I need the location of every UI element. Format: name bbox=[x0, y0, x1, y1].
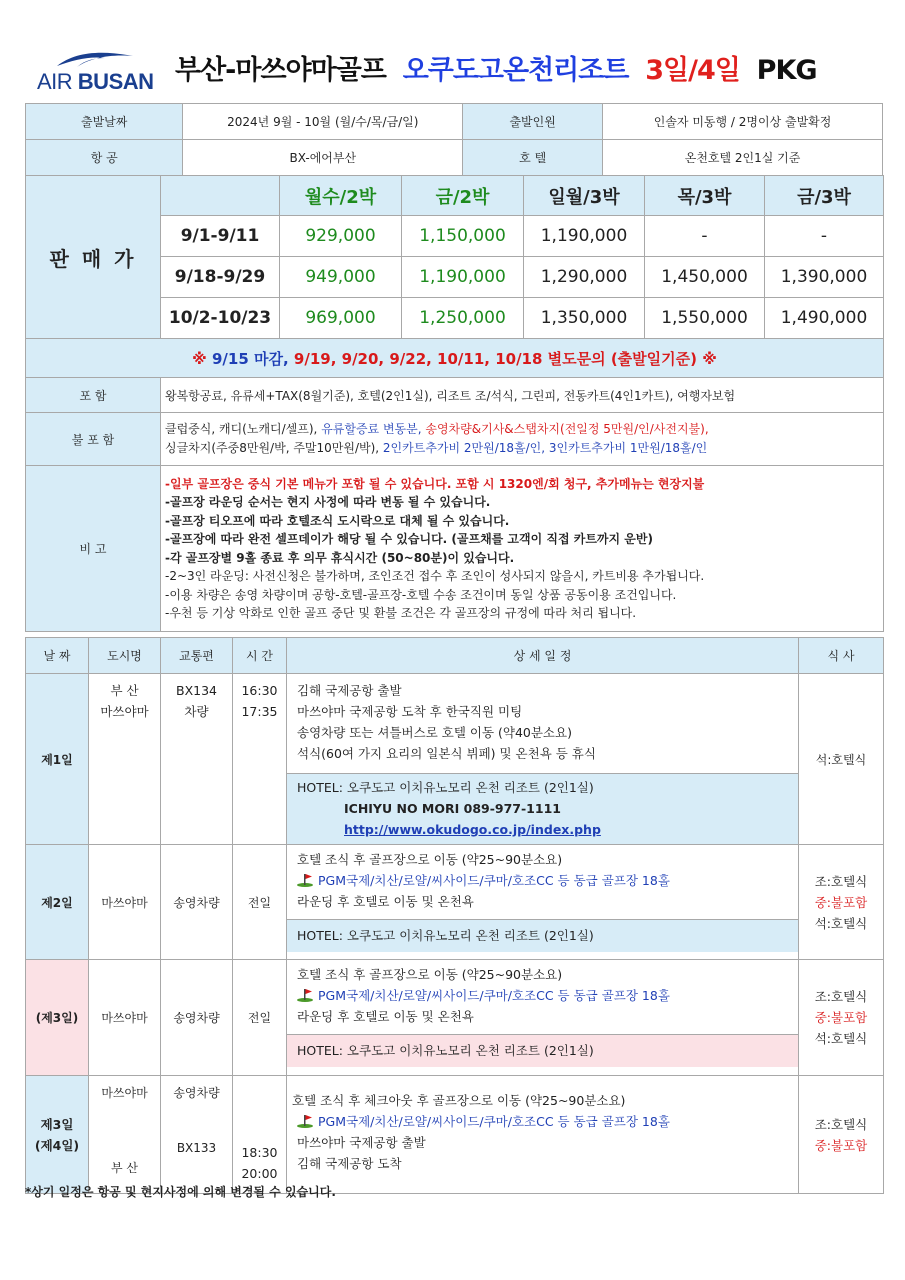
exclude-line1b: 유류할증료 변동분, bbox=[321, 422, 426, 436]
people-label: 출발인원 bbox=[463, 104, 603, 140]
day1-label: 제1일 bbox=[26, 674, 89, 845]
price-cell: 1,450,000 bbox=[645, 257, 765, 298]
day3-line1: 호텔 조식 후 골프장으로 이동 (약25~90분소요) bbox=[297, 967, 563, 982]
day1-transport bbox=[161, 674, 233, 845]
price-cell: 929,000 bbox=[280, 216, 402, 257]
sched-header-time: 시 간 bbox=[233, 638, 287, 674]
day4-time2: 20:00 bbox=[241, 1166, 278, 1181]
day1-line: 마쓰야마 국제공항 도착 후 한국직원 미팅 bbox=[297, 704, 523, 719]
day3-hotel-box bbox=[287, 1034, 798, 1067]
remark-3: -골프장 티오프에 따라 호텔조식 도시락으로 대체 될 수 있습니다. bbox=[165, 513, 510, 528]
price-notice bbox=[26, 339, 884, 378]
day3-time: 전일 bbox=[233, 960, 287, 1076]
exclude-label: 불 포 함 bbox=[26, 413, 161, 466]
day1-detail bbox=[287, 674, 799, 845]
day4-time1: 18:30 bbox=[241, 1145, 278, 1160]
sched-header-detail: 상 세 일 정 bbox=[287, 638, 799, 674]
title-route: 부산-마쓰야마골프 bbox=[175, 55, 386, 86]
price-cell: 969,000 bbox=[280, 298, 402, 339]
day4-label2: (제4일) bbox=[34, 1137, 80, 1153]
exclude-line2b: 2인카트추가비 2만원/18홀/인, 3인카트추가비 1만원/18홀/인 bbox=[382, 441, 708, 455]
day3-meal1: 조:호텔식 bbox=[814, 989, 868, 1004]
day4-meal2: 중:불포함 bbox=[814, 1137, 868, 1153]
day4-transport bbox=[161, 1076, 233, 1194]
footer-note: *상기 일정은 항공 및 현지사정에 의해 변경될 수 있습니다. bbox=[25, 1185, 336, 1199]
title-duration: 3일/4일 bbox=[645, 55, 740, 86]
schedule-row-day4 bbox=[26, 1076, 884, 1194]
price-cell: - bbox=[765, 216, 884, 257]
price-cell: 1,350,000 bbox=[524, 298, 645, 339]
sched-header-meal: 식 사 bbox=[799, 638, 884, 674]
day1-trans2: 차량 bbox=[184, 704, 209, 719]
air-busan-logo bbox=[37, 50, 165, 94]
day2-line3: 라운딩 후 호텔로 이동 및 온천욕 bbox=[297, 894, 474, 909]
remark-2: -골프장 라운딩 순서는 현지 사정에 따라 변동 될 수 있습니다. bbox=[165, 495, 491, 509]
day3-meal2: 중:불포함 bbox=[814, 1010, 868, 1025]
golf-flag-icon bbox=[297, 988, 314, 1002]
price-period: 9/1-9/11 bbox=[161, 216, 280, 257]
day3-golf-line bbox=[297, 985, 794, 1006]
day3-meal bbox=[799, 960, 884, 1076]
day4-line3: 마쓰야마 국제공항 출발 bbox=[297, 1135, 426, 1150]
golf-flag-icon bbox=[297, 1114, 314, 1128]
day3-meal3: 석:호텔식 bbox=[814, 1031, 868, 1046]
price-header-empty bbox=[161, 176, 280, 216]
price-cell: 1,290,000 bbox=[524, 257, 645, 298]
price-cell: 1,150,000 bbox=[402, 216, 524, 257]
day1-line: 송영차량 또는 셔틀버스로 호텔 이동 (약40분소요) bbox=[297, 725, 572, 740]
info-table bbox=[25, 103, 883, 176]
day4-trans2: BX133 bbox=[176, 1141, 217, 1155]
day2-label: 제2일 bbox=[26, 845, 89, 960]
day1-city1: 부 산 bbox=[110, 683, 139, 698]
logo-busan: BUSAN bbox=[77, 69, 154, 94]
notice-dates: 9/19, 9/20, 9/22, 10/11, 10/18 별도문의 (출발일기준) bbox=[293, 349, 697, 368]
day4-city2: 부 산 bbox=[111, 1161, 138, 1175]
people-value: 인솔자 미동행 / 2명이상 출발확정 bbox=[603, 104, 883, 140]
remark-5: -각 골프장별 9홀 종료 후 의무 휴식시간 (50~80분)이 있습니다. bbox=[165, 550, 515, 565]
schedule-table bbox=[25, 637, 884, 1194]
day2-golf-line bbox=[297, 870, 794, 891]
price-period: 10/2-10/23 bbox=[161, 298, 280, 339]
page-header bbox=[25, 40, 883, 95]
day2-meal bbox=[799, 845, 884, 960]
logo-air: AIR bbox=[37, 69, 78, 94]
exclude-line2a: 싱글차지(주중8만원/박, 주말10만원/박), bbox=[165, 441, 383, 455]
hotel-value: 온천호텔 2인1실 기준 bbox=[603, 140, 883, 176]
remark-6: -2~3인 라운딩: 사전신청은 불가하며, 조인조건 접수 후 조인이 성사되지 않을시, 카트비용 추가됩니다. bbox=[165, 569, 705, 583]
depart-label: 출발날짜 bbox=[26, 104, 183, 140]
day4-detail bbox=[287, 1076, 799, 1194]
day4-time bbox=[233, 1076, 287, 1194]
notice-mark-left: ※ bbox=[192, 349, 207, 368]
day1-time2: 17:35 bbox=[241, 704, 278, 719]
air-value: BX-에어부산 bbox=[183, 140, 463, 176]
hotel-website-link[interactable]: http://www.okudogo.co.jp/index.php bbox=[344, 822, 601, 837]
sched-header-transport: 교통편 bbox=[161, 638, 233, 674]
day3-transport: 송영차량 bbox=[161, 960, 233, 1076]
remark-1: -일부 골프장은 중식 기본 메뉴가 포함 될 수 있습니다. 포함 시 1320엔/회 청구, 추가메뉴는 현장지불 bbox=[165, 476, 705, 491]
day2-time: 전일 bbox=[233, 845, 287, 960]
day4-city bbox=[89, 1076, 161, 1194]
day1-city bbox=[89, 674, 161, 845]
day1-city2: 마쓰야마 bbox=[100, 704, 149, 719]
price-header-fri-2n: 금/2박 bbox=[402, 176, 524, 216]
price-cell: 1,390,000 bbox=[765, 257, 884, 298]
schedule-row-day2 bbox=[26, 845, 884, 960]
air-label: 항 공 bbox=[26, 140, 183, 176]
price-label: 판 매 가 bbox=[26, 176, 161, 339]
price-cell: 949,000 bbox=[280, 257, 402, 298]
day1-trans1: BX134 bbox=[176, 683, 217, 698]
price-cell: - bbox=[645, 216, 765, 257]
schedule-row-day1 bbox=[26, 674, 884, 845]
day2-transport: 송영차량 bbox=[161, 845, 233, 960]
day3-label: (제3일) bbox=[26, 960, 89, 1076]
day1-hotel-box bbox=[287, 773, 798, 844]
day3-detail bbox=[287, 960, 799, 1076]
day4-trans1: 송영차량 bbox=[173, 1086, 220, 1100]
price-cell: 1,190,000 bbox=[402, 257, 524, 298]
golf-flag-icon bbox=[297, 873, 314, 887]
day1-hotel: HOTEL: 오쿠도고 이치유노모리 온천 리조트 (2인1실) bbox=[297, 780, 594, 795]
day1-hotel-en: ICHIYU NO MORI 089-977-1111 bbox=[344, 801, 561, 816]
day1-time bbox=[233, 674, 287, 845]
day1-time1: 16:30 bbox=[241, 683, 278, 698]
exclude-text bbox=[161, 413, 884, 466]
exclude-line1c: 송영차량&기사&스탭차지(전일정 5만원/인/사전지불), bbox=[425, 422, 709, 436]
day4-line4: 김해 국제공항 도착 bbox=[297, 1156, 402, 1171]
include-label: 포 함 bbox=[26, 378, 161, 413]
notice-mark-right: ※ bbox=[702, 349, 717, 368]
remark-4: -골프장에 따라 완전 셀프데이가 해당 될 수 있습니다. (골프채를 고객이 직접 카트까지 운반) bbox=[165, 532, 653, 546]
price-cell: 1,490,000 bbox=[765, 298, 884, 339]
price-header-sun-mon: 일월/3박 bbox=[524, 176, 645, 216]
sched-header-city: 도시명 bbox=[89, 638, 161, 674]
day4-city1: 마쓰야마 bbox=[101, 1086, 148, 1100]
day3-line3: 라운딩 후 호텔로 이동 및 온천욕 bbox=[297, 1009, 474, 1024]
day2-city: 마쓰야마 bbox=[89, 845, 161, 960]
day2-hotel: HOTEL: 오쿠도고 이치유노모리 온천 리조트 (2인1실) bbox=[297, 928, 594, 943]
title-pkg: PKG bbox=[756, 55, 817, 86]
day4-meal bbox=[799, 1076, 884, 1194]
day2-meal1: 조:호텔식 bbox=[814, 873, 868, 889]
day2-golf: PGM국제/치산/로얄/씨사이드/쿠마/호조CC 등 동급 골프장 18홀 bbox=[318, 873, 670, 888]
day1-line: 석식(60여 가지 요리의 일본식 뷔페) 및 온천욕 등 휴식 bbox=[297, 746, 596, 761]
day1-meal: 석:호텔식 bbox=[799, 674, 884, 845]
remark-8: -우천 등 기상 악화로 인한 골프 중단 및 환불 조건은 각 골프장의 규정에 따라 처리 됩니다. bbox=[165, 606, 637, 620]
day2-detail bbox=[287, 845, 799, 960]
day4-meal1: 조:호텔식 bbox=[814, 1116, 868, 1132]
day4-line1: 호텔 조식 후 체크아웃 후 골프장으로 이동 (약25~90분소요) bbox=[292, 1093, 626, 1108]
price-cell: 1,250,000 bbox=[402, 298, 524, 339]
day4-golf: PGM국제/치산/로얄/씨사이드/쿠마/호조CC 등 동급 골프장 18홀 bbox=[318, 1114, 670, 1129]
price-table bbox=[25, 175, 884, 632]
remarks-label: 비 고 bbox=[26, 466, 161, 632]
day3-hotel: HOTEL: 오쿠도고 이치유노모리 온천 리조트 (2인1실) bbox=[297, 1043, 594, 1058]
day3-city: 마쓰야마 bbox=[89, 960, 161, 1076]
day4-label1: 제3일 bbox=[40, 1116, 74, 1132]
day2-hotel-box bbox=[287, 919, 798, 952]
remark-7: -이용 차량은 송영 차량이며 공항-호텔-골프장-호텔 수송 조건이며 동일 상품 공동이용 조건입니다. bbox=[165, 587, 677, 602]
day2-line1: 호텔 조식 후 골프장으로 이동 (약25~90분소요) bbox=[297, 852, 563, 867]
price-header-thu: 목/3박 bbox=[645, 176, 765, 216]
day4-golf-line bbox=[292, 1111, 794, 1132]
exclude-line1a: 클럽중식, 캐디(노캐디/셀프), bbox=[165, 422, 322, 436]
remarks-text bbox=[161, 466, 884, 632]
day2-meal2: 중:불포함 bbox=[814, 894, 868, 910]
day2-meal3: 석:호텔식 bbox=[814, 915, 868, 931]
notice-close-date: 9/15 마감, bbox=[211, 349, 289, 368]
sched-header-day: 날 짜 bbox=[26, 638, 89, 674]
include-text: 왕복항공료, 유류세+TAX(8월기준), 호텔(2인1실), 리조트 조/석식, 그린피, 전동카트(4인1카트), 여행자보험 bbox=[161, 378, 884, 413]
price-cell: 1,190,000 bbox=[524, 216, 645, 257]
day1-hotel-contact bbox=[297, 798, 788, 840]
title-resort: 오쿠도고온천리조트 bbox=[402, 55, 629, 86]
day4-label bbox=[26, 1076, 89, 1194]
depart-value: 2024년 9월 - 10월 (월/수/목/금/일) bbox=[183, 104, 463, 140]
price-header-fri-3n: 금/3박 bbox=[765, 176, 884, 216]
price-period: 9/18-9/29 bbox=[161, 257, 280, 298]
day3-golf: PGM국제/치산/로얄/씨사이드/쿠마/호조CC 등 동급 골프장 18홀 bbox=[318, 988, 670, 1003]
bird-wing-icon bbox=[55, 50, 135, 70]
schedule-row-day3 bbox=[26, 960, 884, 1076]
day1-line: 김해 국제공항 출발 bbox=[297, 683, 402, 698]
price-cell: 1,550,000 bbox=[645, 298, 765, 339]
price-header-mon-wed: 월수/2박 bbox=[280, 176, 402, 216]
hotel-label: 호 텔 bbox=[463, 140, 603, 176]
page-title bbox=[175, 48, 817, 87]
